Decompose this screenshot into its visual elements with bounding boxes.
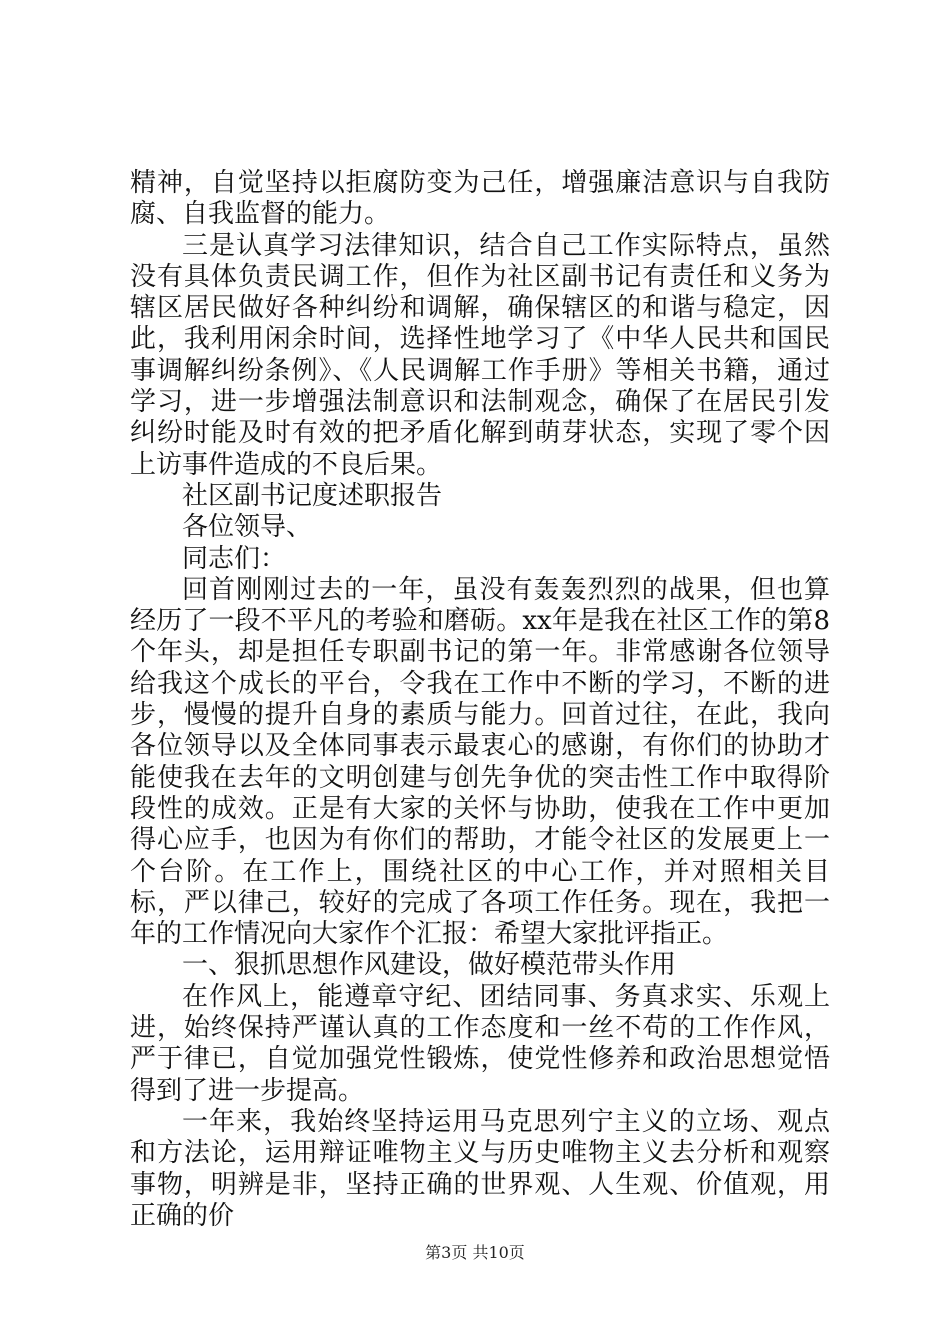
paragraph-theory: 一年来，我始终坚持运用马克思列宁主义的立场、观点和方法论，运用辩证唯物主义与历史唯物主义去分析和观察事物，明辨是非，坚持正确的世界观、人生观、价值观，用正确的价: [130, 1106, 830, 1231]
page-number: 第3页 共10页: [425, 1243, 525, 1262]
paragraph-law-study: 三是认真学习法律知识，结合自己工作实际特点，虽然没有具体负责民调工作，但作为社区副书记有责任和义务为辖区居民做好各种纠纷和调解，确保辖区的和谐与稳定，因此，我利用闲余时间，选择性地学习了《中华人民共和国民事调解纠纷条例》、《人民调解工作手册》等相关书籍，通过学习，进一步增强法制意识和法制观念，确保了在居民引发纠纷时能及时有效的把矛盾化解到萌芽状态，实现了零个因上访事件造成的不良后果。: [130, 230, 830, 480]
section-heading-1: 一、狠抓思想作风建设，做好模范带头作用: [182, 950, 677, 981]
salutation-comrades: 同志们：: [182, 543, 287, 574]
paragraph-work-style: 在作风上，能遵章守纪、团结同事、务真求实、乐观上进，始终保持严谨认真的工作态度和一丝不苟的工作作风，严于律已，自觉加强党性锻炼，使党性修养和政治思想觉悟得到了进一步提高。: [130, 981, 830, 1106]
document-body: [130, 168, 830, 1232]
paragraph-review: 回首刚刚过去的一年，虽没有轰轰烈烈的战果，但也算经历了一段不平凡的考验和磨砺。xx年是我在社区工作的第8个年头，却是担任专职副书记的第一年。非常感谢各位领导给我这个成长的平台，令我在工作中不断的学习，不断的进步，慢慢的提升自身的素质与能力。回首过往，在此，我向各位领导以及全体同事表示最衷心的感谢，有你们的协助才能使我在去年的文明创建与创先争优的突击性工作中取得阶段性的成效。正是有大家的关怀与协助，使我在工作中更加得心应手，也因为有你们的帮助，才能令社区的发展更上一个台阶。在工作上，围绕社区的中心工作，并对照相关目标，严以律己，较好的完成了各项工作任务。现在，我把一年的工作情况向大家作个汇报：希望大家批评指正。: [130, 574, 830, 950]
report-title: 社区副书记度述职报告: [182, 480, 443, 511]
paragraph-continuation: 精神，自觉坚持以拒腐防变为己任，增强廉洁意识与自我防腐、自我监督的能力。: [130, 168, 830, 230]
salutation-leaders: 各位领导、: [182, 512, 313, 543]
